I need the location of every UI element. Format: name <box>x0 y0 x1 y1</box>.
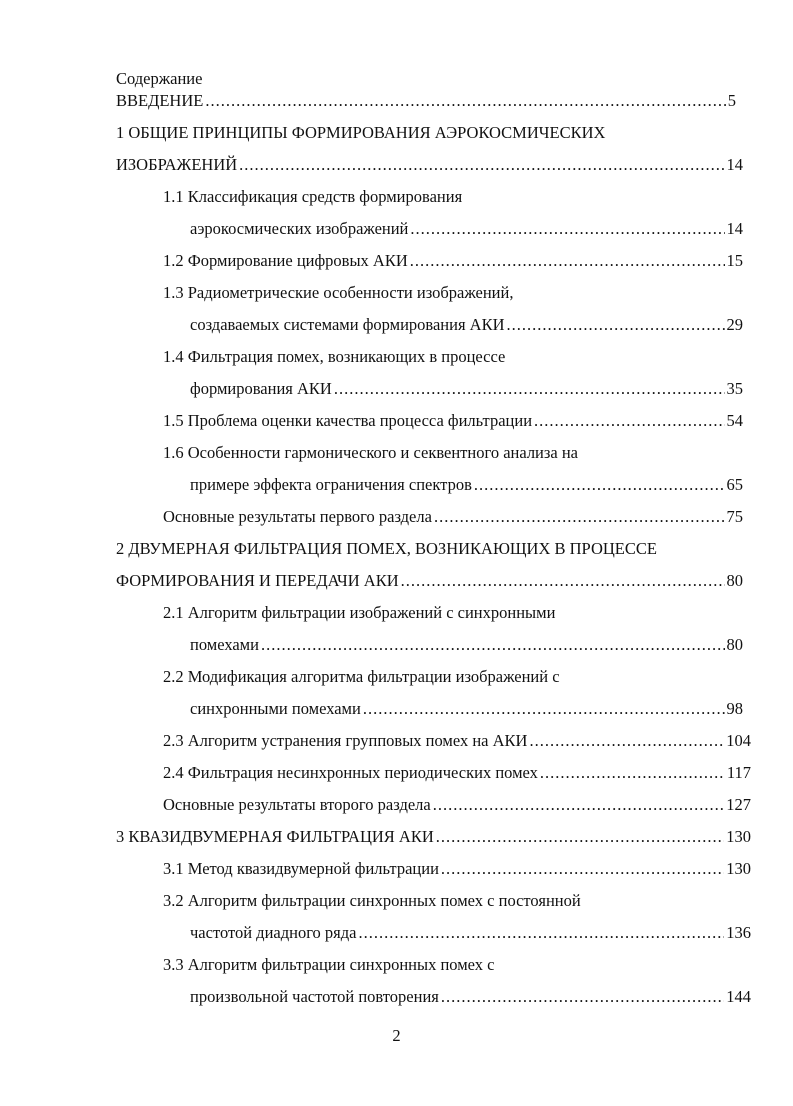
page-number: 2 <box>392 1026 401 1045</box>
toc-entry-page: 144 <box>726 987 751 1006</box>
toc-entry-section-2[interactable] <box>116 569 743 593</box>
leader-dots <box>436 825 724 849</box>
toc-entry-title: создаваемых системами формирования АКИ <box>190 315 505 334</box>
toc-entry-title: формирования АКИ <box>190 379 332 398</box>
leader-dots <box>239 153 724 177</box>
toc-entry-title: Основные результаты второго раздела <box>163 795 431 814</box>
toc-entry-3-2-line1[interactable]: 3.2 Алгоритм фильтрации синхронных помех с постоянной <box>163 891 581 910</box>
toc-entry-1-5[interactable] <box>163 409 743 433</box>
toc-entry-page: 65 <box>726 475 743 494</box>
toc-entry-page: 29 <box>726 315 743 334</box>
toc-entry-section-2-results[interactable] <box>163 793 751 817</box>
toc-entry-title: аэрокосмических изображений <box>190 219 409 238</box>
toc-entry-2-1-line1[interactable]: 2.1 Алгоритм фильтрации изображений с синхронными <box>163 603 556 622</box>
leader-dots <box>410 217 724 241</box>
leader-dots <box>441 857 724 881</box>
toc-entry-page: 80 <box>726 635 743 654</box>
toc-entry-2-1[interactable] <box>190 633 743 657</box>
toc-entry-title: ВВЕДЕНИЕ <box>116 91 204 110</box>
toc-entry-page: 14 <box>726 155 743 174</box>
leader-dots <box>540 761 725 785</box>
toc-entry-title: ИЗОБРАЖЕНИЙ <box>116 155 238 174</box>
toc-entry-3-2[interactable] <box>190 921 751 945</box>
toc-entry-2-2[interactable] <box>190 697 743 721</box>
toc-entry-title: 2.3 Алгоритм устранения групповых помех на АКИ <box>163 731 528 750</box>
toc-entry-page: 15 <box>726 251 743 270</box>
toc-entry-page: 136 <box>726 923 751 942</box>
toc-entry-title: Основные результаты первого раздела <box>163 507 432 526</box>
toc-entry-section-1[interactable] <box>116 153 743 177</box>
toc-entry-1-4[interactable] <box>190 377 743 401</box>
leader-dots <box>529 729 724 753</box>
toc-entry-intro[interactable] <box>116 89 736 113</box>
toc-entry-title: 2.4 Фильтрация несинхронных периодических помех <box>163 763 538 782</box>
toc-entry-3-1[interactable] <box>163 857 751 881</box>
leader-dots <box>363 697 725 721</box>
toc-entry-title: 3 КВАЗИДВУМЕРНАЯ ФИЛЬТРАЦИЯ АКИ <box>116 827 434 846</box>
toc-entry-section-1-line1[interactable]: 1 ОБЩИЕ ПРИНЦИПЫ ФОРМИРОВАНИЯ АЭРОКОСМИЧЕСКИХ <box>116 123 606 142</box>
toc-entry-1-6-line1[interactable]: 1.6 Особенности гармонического и секвентного анализа на <box>163 443 579 462</box>
leader-dots <box>358 921 724 945</box>
toc-entry-page: 104 <box>726 731 751 750</box>
toc-entry-1-2[interactable] <box>163 249 743 273</box>
toc-entry-title: ФОРМИРОВАНИЯ И ПЕРЕДАЧИ АКИ <box>116 571 399 590</box>
leader-dots <box>434 505 725 529</box>
toc-entry-page: 35 <box>726 379 743 398</box>
toc-entry-page: 54 <box>726 411 743 430</box>
leader-dots <box>334 377 725 401</box>
toc-entry-title: 3.1 Метод квазидвумерной фильтрации <box>163 859 439 878</box>
toc-entry-title: произвольной частотой повторения <box>190 987 439 1006</box>
toc-entry-page: 14 <box>726 219 743 238</box>
toc-entry-2-2-line1[interactable]: 2.2 Модификация алгоритма фильтрации изображений с <box>163 667 560 686</box>
toc-heading: Содержание <box>116 69 203 88</box>
toc-entry-page: 75 <box>726 507 743 526</box>
toc-entry-page: 98 <box>726 699 743 718</box>
toc-entry-page: 117 <box>726 763 751 782</box>
toc-entry-1-1[interactable] <box>190 217 743 241</box>
toc-entry-page: 80 <box>726 571 743 590</box>
toc-entry-title: синхронными помехами <box>190 699 361 718</box>
toc-entry-page: 130 <box>726 827 751 846</box>
leader-dots <box>410 249 725 273</box>
toc-entry-2-4[interactable] <box>163 761 751 785</box>
toc-entry-1-1-line1[interactable]: 1.1 Классификация средств формирования <box>163 187 463 206</box>
toc-entry-3-3-line1[interactable]: 3.3 Алгоритм фильтрации синхронных помех с <box>163 955 495 974</box>
leader-dots <box>433 793 725 817</box>
toc-entry-1-3-line1[interactable]: 1.3 Радиометрические особенности изображений, <box>163 283 514 302</box>
leader-dots <box>261 633 725 657</box>
leader-dots <box>534 409 724 433</box>
leader-dots <box>441 985 724 1009</box>
toc-entry-page: 127 <box>726 795 751 814</box>
leader-dots <box>474 473 725 497</box>
toc-entry-title: помехами <box>190 635 259 654</box>
toc-entry-section-2-line1[interactable]: 2 ДВУМЕРНАЯ ФИЛЬТРАЦИЯ ПОМЕХ, ВОЗНИКАЮЩИХ В ПРОЦЕССЕ <box>116 539 657 558</box>
toc-entry-1-4-line1[interactable]: 1.4 Фильтрация помех, возникающих в процессе <box>163 347 506 366</box>
toc-entry-title: примере эффекта ограничения спектров <box>190 475 472 494</box>
toc-entry-3-3[interactable] <box>190 985 751 1009</box>
toc-entry-section-1-results[interactable] <box>163 505 743 529</box>
toc-entry-section-3[interactable] <box>116 825 751 849</box>
toc-entry-page: 5 <box>727 91 736 110</box>
toc-entry-title: 1.5 Проблема оценки качества процесса фильтрации <box>163 411 533 430</box>
toc-entry-2-3[interactable] <box>163 729 751 753</box>
toc-entry-page: 130 <box>726 859 751 878</box>
leader-dots <box>401 569 725 593</box>
toc-entry-1-3[interactable] <box>190 313 743 337</box>
leader-dots <box>205 89 725 113</box>
leader-dots <box>507 313 725 337</box>
toc-entry-1-6[interactable] <box>190 473 743 497</box>
toc-entry-title: 1.2 Формирование цифровых АКИ <box>163 251 408 270</box>
toc-entry-title: частотой диадного ряда <box>190 923 357 942</box>
